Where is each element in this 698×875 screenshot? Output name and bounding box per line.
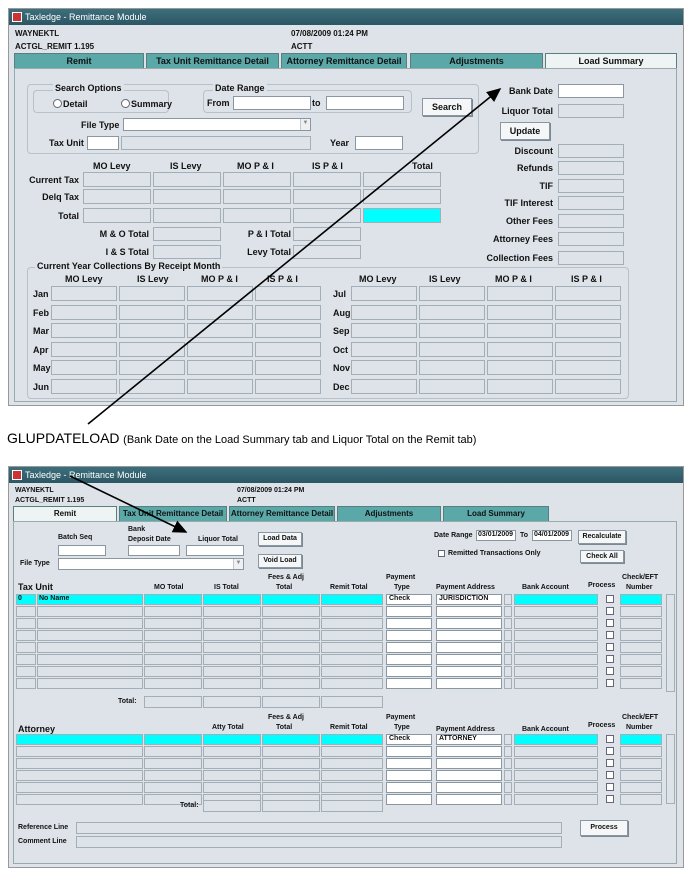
th-atty-payment-address: Payment Address (436, 726, 495, 733)
month-jun: Jun (33, 382, 50, 392)
col-total: Total (412, 161, 433, 171)
month-feb: Feb (33, 308, 50, 318)
tab-attorney-remittance-detail[interactable]: Attorney Remittance Detail (281, 53, 407, 68)
collection-fees-label: Collection Fees (486, 253, 553, 263)
bank-deposit-label-2: Deposit Date (128, 536, 171, 543)
from-label: From (207, 98, 230, 108)
th-process: Process (588, 582, 616, 589)
selected-row-cell[interactable]: No Name (37, 594, 143, 605)
tab-adjustments[interactable]: Adjustments (410, 53, 543, 68)
col-mo-levy: MO Levy (93, 161, 131, 171)
check-all-button[interactable]: Check All (580, 550, 624, 563)
collections-title: Current Year Collections By Receipt Month (37, 261, 221, 271)
top-office: ACTT (291, 42, 313, 51)
is-total-label: I & S Total (105, 247, 149, 257)
mcol-left-mo-levy: MO Levy (65, 274, 103, 284)
col-is-levy: IS Levy (170, 161, 202, 171)
top-datetime: 07/08/2009 01:24 PM (291, 29, 368, 38)
arrow-to-liquor-total (70, 476, 186, 532)
th-atty-fees-2: Total (276, 724, 293, 731)
row-current-tax: Current Tax (29, 175, 79, 185)
payment-type-dropdown[interactable]: Check (386, 594, 432, 605)
b-tab-remit[interactable]: Remit (13, 506, 117, 522)
col-mo-pi: MO P & I (237, 161, 274, 171)
th-atty-payment-1: Payment (386, 714, 416, 721)
b-tab-adjustments[interactable]: Adjustments (337, 506, 441, 521)
month-nov: Nov (333, 363, 351, 373)
row-delq-tax: Delq Tax (42, 192, 79, 202)
b-date-from-input[interactable]: 03/01/2009 (476, 530, 516, 541)
month-may: May (33, 363, 51, 373)
tax-unit-label: Tax Unit (49, 138, 84, 148)
chevron-down-icon: ▼ (233, 559, 243, 569)
th-fees-adj-2: Total (276, 584, 293, 591)
arrow-to-bank-date (88, 89, 500, 424)
bank-deposit-label-1: Bank (128, 526, 146, 533)
selected-row-cell[interactable]: 0 (16, 594, 36, 605)
top-user: WAYNEKTL (15, 29, 60, 38)
tab-remit[interactable]: Remit (14, 53, 144, 68)
th-payment-address: Payment Address (436, 584, 495, 591)
th-check-eft-1: Check/EFT (622, 574, 659, 581)
date-range-label: Date Range (215, 83, 265, 93)
process-button[interactable]: Process (580, 820, 628, 836)
mcol-right-is-pi: IS P & I (571, 274, 602, 284)
void-load-button[interactable]: Void Load (258, 554, 302, 568)
th-mo-total: MO Total (154, 584, 184, 591)
pi-total-label: P & I Total (247, 229, 291, 239)
caption-main: GLUPDATELOAD (7, 430, 120, 446)
b-to-label: To (520, 532, 529, 539)
tax-unit-header: Tax Unit (18, 582, 53, 592)
month-dec: Dec (333, 382, 350, 392)
mo-total-label: M & O Total (99, 229, 149, 239)
row-total: Total (58, 211, 79, 221)
th-atty-bank-account: Bank Account (522, 726, 569, 733)
comment-line-label: Comment Line (18, 838, 67, 845)
update-button[interactable]: Update (500, 122, 550, 140)
tab-load-summary[interactable]: Load Summary (545, 53, 677, 69)
search-button[interactable]: Search (422, 98, 472, 116)
tif-label: TIF (539, 181, 553, 191)
bottom-user: WAYNEKTL (15, 487, 54, 494)
levy-total-label: Levy Total (247, 247, 291, 257)
th-is-total: IS Total (214, 584, 239, 591)
bottom-window-title: Taxledge - Remittance Module (25, 470, 147, 480)
attorney-header: Attorney (18, 724, 56, 734)
th-atty-payment-2: Type (394, 724, 410, 731)
caption-detail: (Bank Date on the Load Summary tab and Liquor Total on the Remit tab) (123, 434, 477, 446)
payment-type-dropdown[interactable]: Check (386, 734, 432, 745)
month-sep: Sep (333, 326, 350, 336)
b-tab-attorney-remittance-detail[interactable]: Attorney Remittance Detail (229, 506, 335, 521)
th-atty-check-eft-2: Number (626, 724, 653, 731)
payment-address-dropdown[interactable]: ATTORNEY (436, 734, 502, 745)
bottom-office: ACTT (237, 497, 256, 504)
refunds-label: Refunds (517, 163, 553, 173)
discount-label: Discount (514, 146, 553, 156)
chevron-down-icon: ▼ (300, 119, 310, 130)
to-label: to (312, 98, 321, 108)
mcol-left-mo-pi: MO P & I (201, 274, 238, 284)
b-tab-tax-unit-remittance-detail[interactable]: Tax Unit Remittance Detail (119, 506, 227, 521)
th-atty-check-eft-1: Check/EFT (622, 714, 659, 721)
payment-address-dropdown[interactable]: JURISDICTION (436, 594, 502, 605)
year-label: Year (330, 138, 350, 148)
recalculate-button[interactable]: Recalculate (578, 530, 626, 544)
th-payment-2: Type (394, 584, 410, 591)
mcol-left-is-levy: IS Levy (137, 274, 169, 284)
month-mar: Mar (33, 326, 50, 336)
mcol-right-mo-levy: MO Levy (359, 274, 397, 284)
summary-label: Summary (131, 99, 173, 109)
batch-seq-label: Batch Seq (58, 534, 93, 541)
tif-interest-label: TIF Interest (504, 198, 553, 208)
th-remit-total: Remit Total (330, 584, 368, 591)
month-oct: Oct (333, 345, 349, 355)
file-type-label: File Type (20, 560, 50, 567)
th-atty-total: Atty Total (212, 724, 244, 731)
remitted-only-label: Remitted Transactions Only (448, 550, 541, 557)
liquor-total-label: Liquor Total (501, 106, 553, 116)
month-apr: Apr (33, 345, 49, 355)
month-jul: Jul (333, 289, 347, 299)
attorney-fees-label: Attorney Fees (492, 234, 553, 244)
mcol-left-is-pi: IS P & I (267, 274, 298, 284)
file-type-label: File Type (81, 120, 120, 130)
th-atty-fees-1: Fees & Adj (268, 714, 304, 721)
th-bank-account: Bank Account (522, 584, 569, 591)
top-window-title: Taxledge - Remittance Module (25, 12, 147, 22)
th-fees-adj-1: Fees & Adj (268, 574, 304, 581)
col-is-pi: IS P & I (312, 161, 343, 171)
th-atty-remit-total: Remit Total (330, 724, 368, 731)
b-liquor-total-label: Liquor Total (198, 536, 238, 543)
month-aug: Aug (333, 308, 351, 318)
tu-total-label: Total: (118, 698, 137, 705)
th-atty-process: Process (588, 722, 616, 729)
bottom-module-version: ACTGL_REMIT 1.195 (15, 497, 85, 504)
other-fees-label: Other Fees (505, 216, 553, 226)
b-tab-load-summary[interactable]: Load Summary (443, 506, 549, 521)
tab-tax-unit-remittance-detail[interactable]: Tax Unit Remittance Detail (146, 53, 279, 68)
th-check-eft-2: Number (626, 584, 653, 591)
b-date-range-label: Date Range (434, 532, 473, 539)
mcol-right-is-levy: IS Levy (429, 274, 461, 284)
reference-line-label: Reference Line (18, 824, 69, 831)
search-options-label: Search Options (55, 83, 122, 93)
load-data-button[interactable]: Load Data (258, 532, 302, 546)
atty-total-label: Total: (180, 802, 199, 809)
b-date-to-input[interactable]: 04/01/2009 (532, 530, 572, 541)
mcol-right-mo-pi: MO P & I (495, 274, 532, 284)
bank-date-label: Bank Date (508, 86, 553, 96)
detail-label: Detail (63, 99, 88, 109)
th-payment-1: Payment (386, 574, 416, 581)
bottom-datetime: 07/08/2009 01:24 PM (237, 487, 305, 494)
month-jan: Jan (33, 289, 49, 299)
top-module-version: ACTGL_REMIT 1.195 (15, 42, 95, 51)
